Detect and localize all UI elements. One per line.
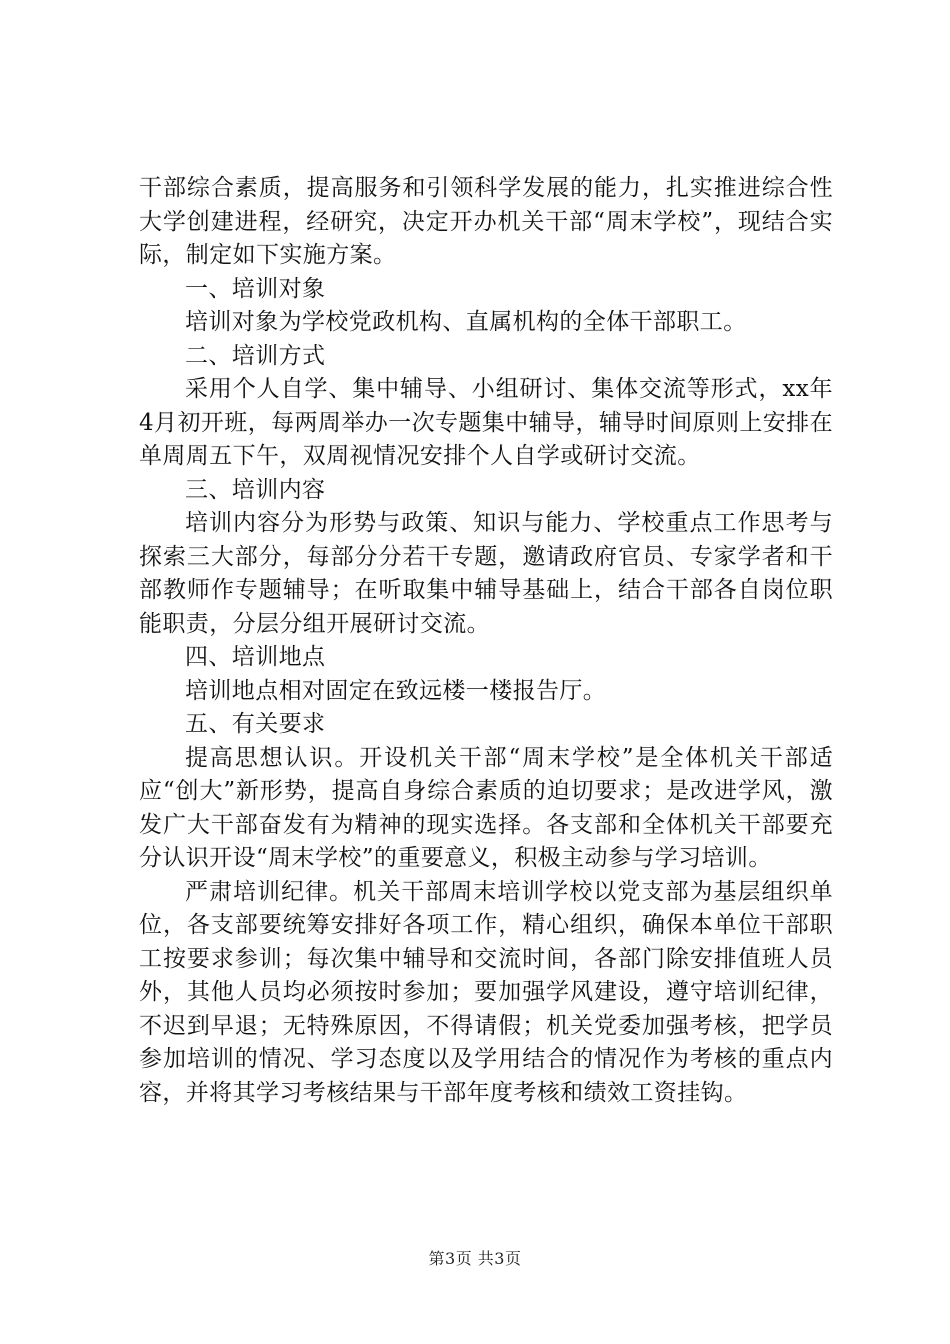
heading-training-content: 三、培训内容: [185, 476, 326, 503]
page-number-footer: 第3页 共3页: [428, 1249, 522, 1268]
paragraph-intro: 干部综合素质，提高服务和引领科学发展的能力，扎实推进综合性大学创建进程，经研究，决定开办机关干部“周末学校”，现结合实际，制定如下实施方案。: [139, 175, 833, 268]
document-body: [139, 172, 833, 1110]
paragraph-training-content: 培训内容分为形势与政策、知识与能力、学校重点工作思考与探索三大部分，每部分分若干专题，邀请政府官员、专家学者和干部教师作专题辅导；在听取集中辅导基础上，结合干部各自岗位职能职责，分层分组开展研讨交流。: [139, 510, 833, 637]
heading-training-location: 四、培训地点: [185, 644, 326, 670]
paragraph-training-target: 培训对象为学校党政机构、直属机构的全体干部职工。: [185, 309, 747, 335]
heading-requirements: 五、有关要求: [185, 711, 326, 737]
heading-training-method: 二、培训方式: [185, 342, 326, 369]
heading-training-target: 一、培训对象: [185, 275, 326, 302]
paragraph-training-method: 采用个人自学、集中辅导、小组研讨、集体交流等形式，xx年4月初开班，每两周举办一次专题集中辅导，辅导时间原则上安排在单周周五下午，双周视情况安排个人自学或研讨交流。: [139, 376, 833, 469]
paragraph-requirement-awareness: 提高思想认识。开设机关干部“周末学校”是全体机关干部适应“创大”新形势，提高自身综合素质的迫切要求；是改进学风，激发广大干部奋发有为精神的现实选择。各支部和全体机关干部要充分认识开设“周末学校”的重要意义，积极主动参与学习培训。: [139, 744, 833, 871]
paragraph-training-location: 培训地点相对固定在致远楼一楼报告厅。: [185, 677, 607, 704]
paragraph-requirement-discipline: 严肃培训纪律。机关干部周末培训学校以党支部为基层组织单位，各支部要统筹安排好各项工作，精心组织，确保本单位干部职工按要求参训；每次集中辅导和交流时间，各部门除安排值班人员外，其他人员均必须按时参加；要加强学风建设，遵守培训纪律，不迟到早退；无特殊原因，不得请假；机关党委加强考核，把学员参加培训的情况、学习态度以及学用结合的情况作为考核的重点内容，并将其学习考核结果与干部年度考核和绩效工资挂钩。: [139, 878, 833, 1106]
